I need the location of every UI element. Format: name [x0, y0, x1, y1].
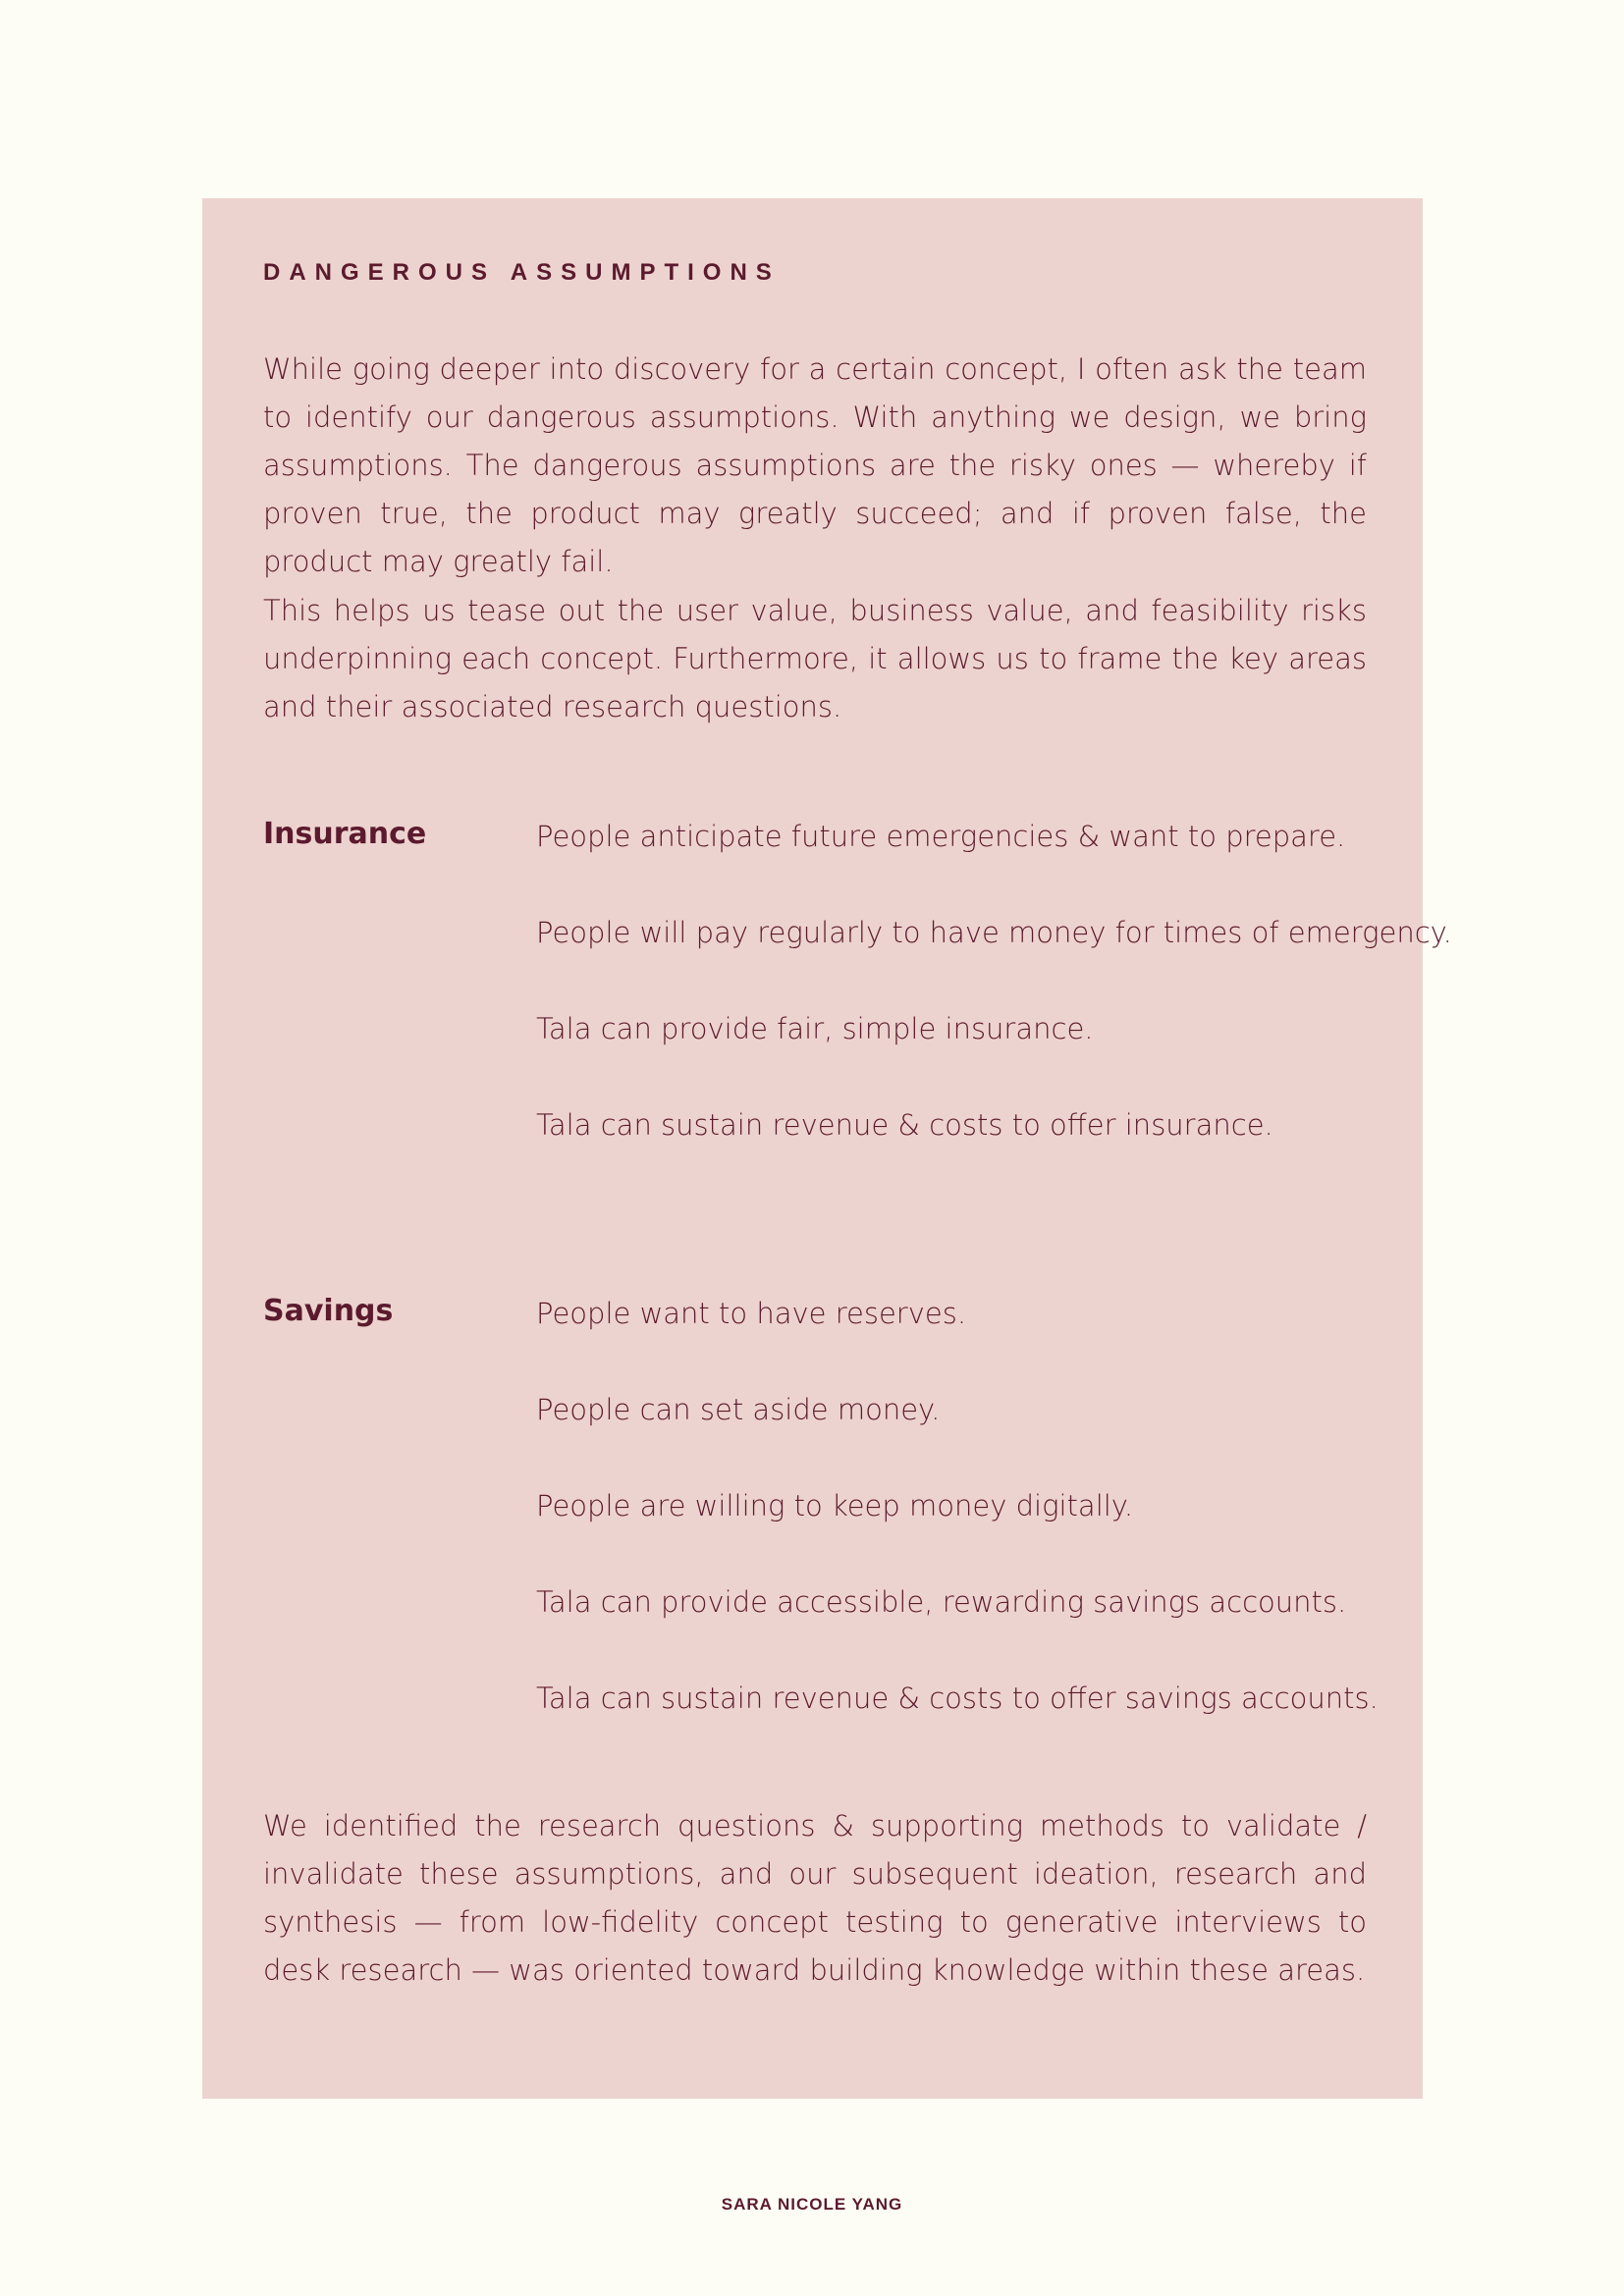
section-label-insurance: Insurance [263, 817, 427, 851]
assumption-item: People are willing to keep money digitally. [536, 1489, 1134, 1522]
section-label-savings: Savings [263, 1294, 394, 1328]
assumption-item: People will pay regularly to have money for times of emergency. [536, 916, 1452, 949]
assumption-item: Tala can sustain revenue & costs to offer insurance. [536, 1108, 1273, 1142]
intro-paragraph-1: While going deeper into discovery for a certain concept, I often ask the team to identify our dangerous assumptions. With anything we design, we bring assumptions. The dangerous assumptions are the risky ones — whereby if proven true, the product may greatly succeed; and if proven false, the product may greatly fail. [263, 352, 1367, 578]
content-panel [202, 198, 1452, 2099]
author-footer: SARA NICOLE YANG [721, 2195, 903, 2214]
insurance-assumptions-list [536, 817, 1452, 1201]
section-heading: DANGEROUS ASSUMPTIONS [263, 259, 781, 286]
savings-assumptions-list [536, 1294, 1390, 1775]
assumption-item: People anticipate future emergencies & want to prepare. [536, 820, 1346, 853]
assumption-item: People can set aside money. [536, 1393, 941, 1426]
assumption-item: Tala can sustain revenue & costs to offer savings accounts. [536, 1682, 1379, 1715]
assumption-item: People want to have reserves. [536, 1297, 967, 1330]
assumption-item: Tala can provide fair, simple insurance. [536, 1012, 1094, 1045]
closing-paragraph: We identified the research questions & supporting methods to validate / invalidate these assumptions, and our subsequent ideation, research and synthesis — from low-fidelity concept testing to generative interviews to desk research — was oriented toward building knowledge within these areas. [263, 1809, 1367, 1987]
assumption-item: Tala can provide accessible, rewarding savings accounts. [536, 1585, 1347, 1619]
intro-paragraph-2: This helps us tease out the user value, business value, and feasibility risks underpinning each concept. Furthermore, it allows us to frame the key areas and their associated research questions. [263, 594, 1367, 723]
